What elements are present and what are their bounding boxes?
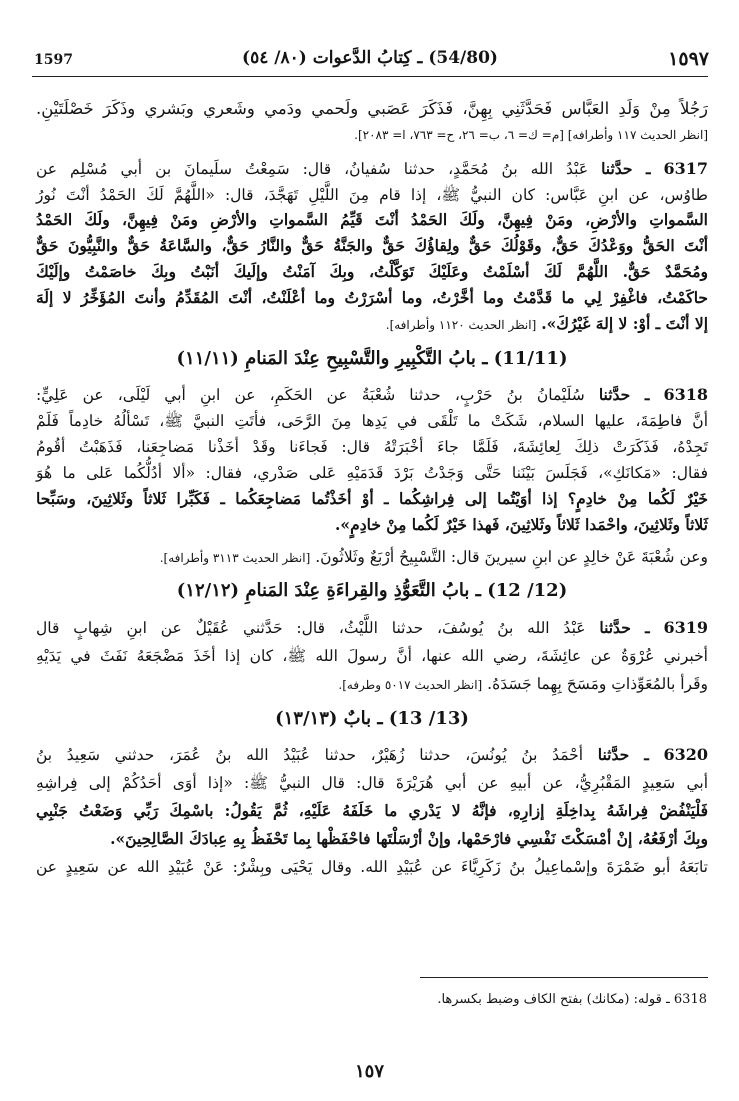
text-span: عَبْدُ الله بنُ يُوسُفَ، حدثنا اللَّيْثُ، قال: حَدَّثني عُقَيْلٌ عن ابنِ شِهابٍ قال [36, 619, 586, 637]
page-number-arabic: ١٥٩٧ [668, 48, 709, 70]
footer-page-number: ١٥٧ [354, 1061, 384, 1082]
hadith-6319-isnad [36, 617, 708, 639]
text-span: وعن شُعْبَةَ عَنْ خالِدٍ عن ابنِ سيرينَ قال: التَّسْبِيحُ أرْبَعٌ وثَلاثُونَ. [315, 548, 708, 566]
hadith-number: 6317 [663, 159, 708, 178]
chapter-heading: (12/ 12) ـ بابُ التَّعَوُّذِ والقِراءَةِ عِنْدَ المَنامِ (١٢/١٢) [176, 580, 568, 601]
text-line: فقال: «مَكانَكِ»، فَجَلَسَ بَيْنَنا حَتَّى وَجَدْتُ بَرْدَ قَدَمَيْهِ عَلى صَدْري، فقال: «ألا أدُلُّكُما عَلى ما هُوَ [36, 464, 708, 482]
hadith-heading: ـ حدَّثنا [599, 618, 650, 637]
footnote: 6318 ـ قوله: (مكانك) بفتح الكاف وضبط بكسرها. [437, 992, 707, 1007]
hadith-heading: ـ حدَّثنا [597, 745, 649, 764]
reference-note: [انظر الحديث ٥٠١٧ وطرفه]. [338, 678, 483, 692]
hadith-number: 6319 [663, 618, 708, 637]
text-span: إلا أنْتَ ـ أوْ: لا إلهَ غَيْرُكَ». [541, 314, 708, 333]
text-span: وقَرأ بالمُعَوِّذاتِ ومَسَحَ بِهِما جَسَدَهُ. [487, 675, 708, 693]
hadith-6318-isnad [36, 384, 708, 406]
text-line: ثَلاثاً وثَلاثِينَ، واحْمَدا ثَلاثاً وثَلاثِينَ، فَهذا خَيْرٌ لَكُما مِنْ خادِمٍ». [335, 515, 708, 534]
text-line: أخبرني عُرْوَةُ عن عائِشَةَ، رضي الله عنها، أنَّ رسولَ الله ﷺ، كان إذا أخَذَ مَضْجَعَهُ نَفَثَ في يَدَيْهِ [36, 647, 708, 665]
text-line: ومُحَمَّدٌ حَقٌّ. اللَّهُمَّ لَكَ أسْلَمْتُ وعَلَيْكَ تَوَكَّلْتُ، وبِكَ آمَنْتُ وإلَيكَ أنَبْتُ وبِكَ خاصَمْتُ وإلَيْكَ [36, 262, 708, 281]
hadith-heading: ـ حدَّثنا [598, 385, 650, 404]
footnote-rule [420, 977, 708, 978]
text-line: حاكَمْتُ، فاغْفِرْ لِي ما قَدَّمْتُ وما أخَّرْتُ، وما أسْرَرْتُ وما أعْلَنْتُ، أنْتَ المُقَدِّمُ وأنتَ المُؤَخِّرُ لا إلَهَ [36, 288, 708, 307]
text-line: خَيْرٌ لَكُما مِنْ خادِمٍ؟ إذا أوَيْتُما إلى فِراشِكُما ـ أوْ أخَذْتُما مَضاجِعَكُما ـ فَكَبِّرا ثَلاثاً وثَلاثِينَ، وسَبِّحا [36, 489, 708, 508]
text-line-with-ref [36, 546, 708, 568]
text-span: أحْمَدُ بنُ يُونُسَ، حدثنا زُهَيْرٌ، حدثنا عُبَيْدُ الله بنُ عُمَرَ، حدثني سَعِيدُ بنُ [36, 746, 584, 764]
header-rule [32, 76, 708, 77]
hadith-heading: ـ حدَّثنا [601, 159, 651, 178]
text-line: تابَعَهُ أبو ضَمْرَةَ وإسْماعِيلُ بنُ زَكَرِيَّاءَ عن عُبَيْدِ الله. وقال يَحْيَى وبِشْرٌ: عَنْ عُبَيْدِ الله عن سَعِيدٍ عن [36, 858, 708, 876]
hadith-6320-isnad [36, 744, 708, 766]
text-span: سُلَيْمانُ بنُ حَرْبٍ، حدثنا شُعْبَةُ عن الحَكَمِ، عن ابنِ أبي لَيْلَى، عن عَلِيٍّ: [36, 386, 585, 404]
hadith-6317-isnad [36, 158, 708, 180]
chapter-heading: (11/11) ـ بابُ التَّكْبِيرِ والتَّسْبِيحِ عِنْدَ المَنامِ (١١/١١) [176, 348, 568, 369]
text-line: تَجِدْهُ، فَذَكَرَتْ ذلِكَ لِعائِشَةَ، فَلَمَّا جاءَ أخْبَرَتْهُ قال: فَجاءَنا وقَدْ أخَذْنا مَضاجِعَنا، فَذَهَبْتُ أقُومُ [36, 438, 708, 456]
text-line: فَلْيَنْفُضْ فِراشَهُ بِداخِلَةِ إزارِهِ، فإنَّهُ لا يَدْري ما خَلَفَهُ عَلَيْهِ، ثُمَّ يَقُولُ: باسْمِكَ رَبِّي وَضَعْتُ جَنْبِي [36, 801, 708, 820]
text-line: السَّمواتِ والأرْضِ، ومَنْ فِيهِنَّ، ولَكَ الحَمْدُ أنْتَ قَيِّمُ السَّمواتِ والأرْضِ ومَنْ فِيهِنَّ، ولَكَ الحَمْدُ [36, 210, 708, 229]
reference-note: [انظر الحديث ١١٧ وأطرافه] [م= ك= ٦، ب= ٢٦، ح= ٧٦٣، ا= ٢٠٨٣]. [354, 128, 708, 142]
text-span: عَبْدُ الله بنُ مُحَمَّدٍ، حدثنا سُفيانُ، قال: سَمِعْتُ سلَيمانَ بن أبي مُسْلِم عن [36, 160, 589, 178]
text-line-with-ref [36, 313, 708, 335]
text-line: أنْتَ الحَقُّ ووَعْدُكَ حَقٌّ، وقَوْلُكَ حَقٌّ ولِقاؤُكَ حَقٌّ والجَنَّةُ حَقٌّ والنَّارُ حَقٌّ، والسَّاعَةُ حَقٌّ والنَّبِيُّونَ حَقٌّ [36, 236, 708, 255]
running-title: (54/80) ـ كِتابُ الدَّعوات (٨٠/ ٥٤) [242, 48, 498, 68]
text-line: أبي سَعِيدٍ المَقْبُرِيُّ، عن أبيهِ عن أبي هُرَيْرَةَ قال: قال النبيُّ ﷺ: «إذا أوَى أحَدُكُمْ إلى فِراشِهِ [36, 774, 708, 792]
page-number-latin: 1597 [34, 52, 73, 68]
reference-note: [انظر الحديث ١١٢٠ وأطرافه]. [385, 318, 537, 332]
text-line: رَجُلاً مِنْ وَلَدِ العَبَّاس فَحَدَّثَنِي بِهِنَّ، فَذَكَرَ عَصَبي ولَحمي ودَمي وشَعري وبَشري وذَكَرَ خَصْلَتَيْنِ. [36, 99, 708, 118]
text-line: طاوُس، عن ابنِ عَبَّاس: كان النبيُّ ﷺ، إذا قام مِنَ اللَّيْلِ تَهَجَّدَ، قال: «اللَّهُمَّ لَكَ الحَمْدُ أنْتَ نُورُ [36, 186, 708, 204]
reference-note: [انظر الحديث ٣١١٣ وأطرافه]. [159, 551, 311, 565]
text-line: وبِكَ أرْفَعُهُ، إنْ أمْسَكْتَ نَفْسِي فارْحَمْها، وإنْ أرْسَلْتَها فاحْفَظْها بِما تَحْفَظُ بِهِ عِبادَكَ الصَّالِحِينَ». [110, 829, 708, 848]
chapter-heading: (13/ 13) ـ بابٌ (١٣/١٣) [275, 708, 469, 729]
hadith-number: 6318 [663, 385, 709, 404]
text-line: أنَّ فاطِمَةَ، عليها السلام، شَكَتْ ما تَلْقَى في يَدِها مِنَ الرَّحَى، فأتَتِ النبيَّ ﷺ، تَسْألُهُ خادِماً فَلَمْ [36, 412, 708, 430]
hadith-number: 6320 [663, 745, 709, 764]
text-line-with-ref [36, 673, 708, 695]
